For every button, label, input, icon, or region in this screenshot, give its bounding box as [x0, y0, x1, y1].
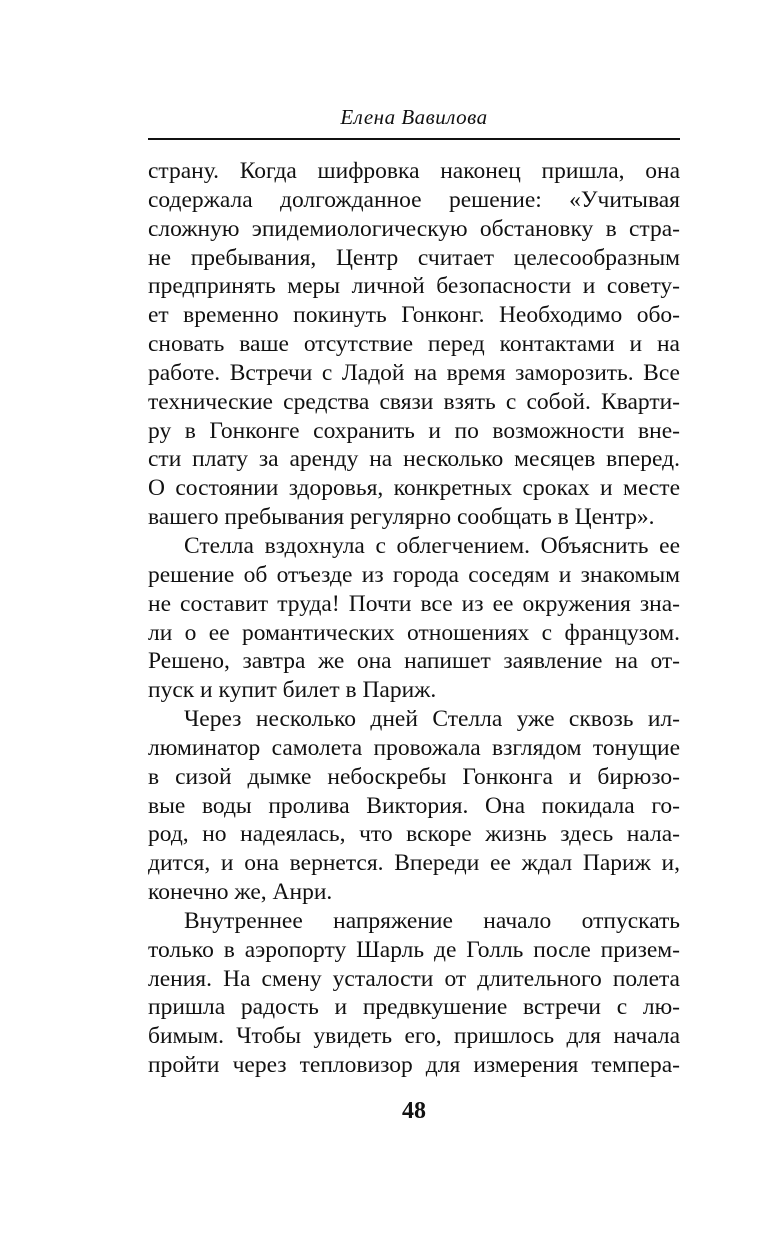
text-line: предпринять меры личной безопасности и совету-: [148, 273, 680, 300]
page-number: 48: [402, 1098, 426, 1124]
text-line: Через несколько дней Стелла уже сквозь ил-: [184, 706, 680, 733]
text-line: пришла радость и предвкушение встречи с лю-: [148, 994, 680, 1021]
text-line: работе. Встречи с Ладой на время заморозить. Все: [148, 359, 680, 386]
text-line: страну. Когда шифровка наконец пришла, она: [148, 158, 680, 184]
text-line: ли о ее романтических отношениях с французом.: [148, 619, 680, 646]
text-line: ления. На смену усталости от длительного полета: [148, 965, 680, 992]
text-line: сти плату за аренду на несколько месяцев вперед.: [148, 446, 680, 473]
text-line: бимым. Чтобы увидеть его, пришлось для начала: [148, 1023, 680, 1050]
text-line: ру в Гонконге сохранить и по возможности вне-: [148, 417, 680, 444]
text-line: решение об отъезде из города соседям и знакомым: [148, 561, 680, 588]
text-line: О состоянии здоровья, конкретных сроках и месте: [148, 475, 680, 502]
text-line: не составит труда! Почти все из ее окружения зна-: [148, 590, 680, 617]
text-line: сложную эпидемиологическую обстановку в стра-: [148, 215, 680, 242]
text-line: содержала долгожданное решение: «Учитывая: [148, 186, 680, 213]
text-line: технические средства связи взять с собой. Кварти-: [148, 388, 680, 415]
text-line: сновать ваше отсутствие перед контактами и на: [148, 331, 680, 358]
body-text: [148, 157, 680, 1080]
text-line: люминатор самолета провожала взглядом тонущие: [148, 734, 680, 761]
text-line: род, но надеялась, что вскоре жизнь здесь нала-: [148, 821, 680, 848]
text-line: только в аэропорту Шарль де Голль после призем-: [148, 936, 680, 963]
text-line: ет временно покинуть Гонконг. Необходимо обо-: [148, 302, 680, 329]
text-line: Стелла вздохнула с облегчением. Объяснить ее: [184, 532, 680, 559]
text-line: дится, и она вернется. Впереди ее ждал Париж и,: [148, 850, 680, 877]
text-line: Внутреннее напряжение начало отпускать: [184, 907, 680, 934]
text-line: в сизой дымке небоскребы Гонконга и бирюзо-: [148, 763, 680, 790]
running-header-author: Елена Вавилова: [340, 105, 488, 129]
text-line: вашего пребывания регулярно сообщать в Центр».: [148, 504, 655, 531]
text-line: пройти через тепловизор для измерения темпера-: [148, 1052, 680, 1079]
header-rule: [148, 138, 680, 140]
text-line: пуск и купит билет в Париж.: [148, 677, 437, 704]
text-line: вые воды пролива Виктория. Она покидала го-: [148, 792, 680, 819]
text-line: не пребывания, Центр считает целесообразным: [148, 244, 680, 271]
text-line: конечно же, Анри.: [148, 879, 333, 906]
text-line: Решено, завтра же она напишет заявление на от-: [148, 648, 680, 675]
